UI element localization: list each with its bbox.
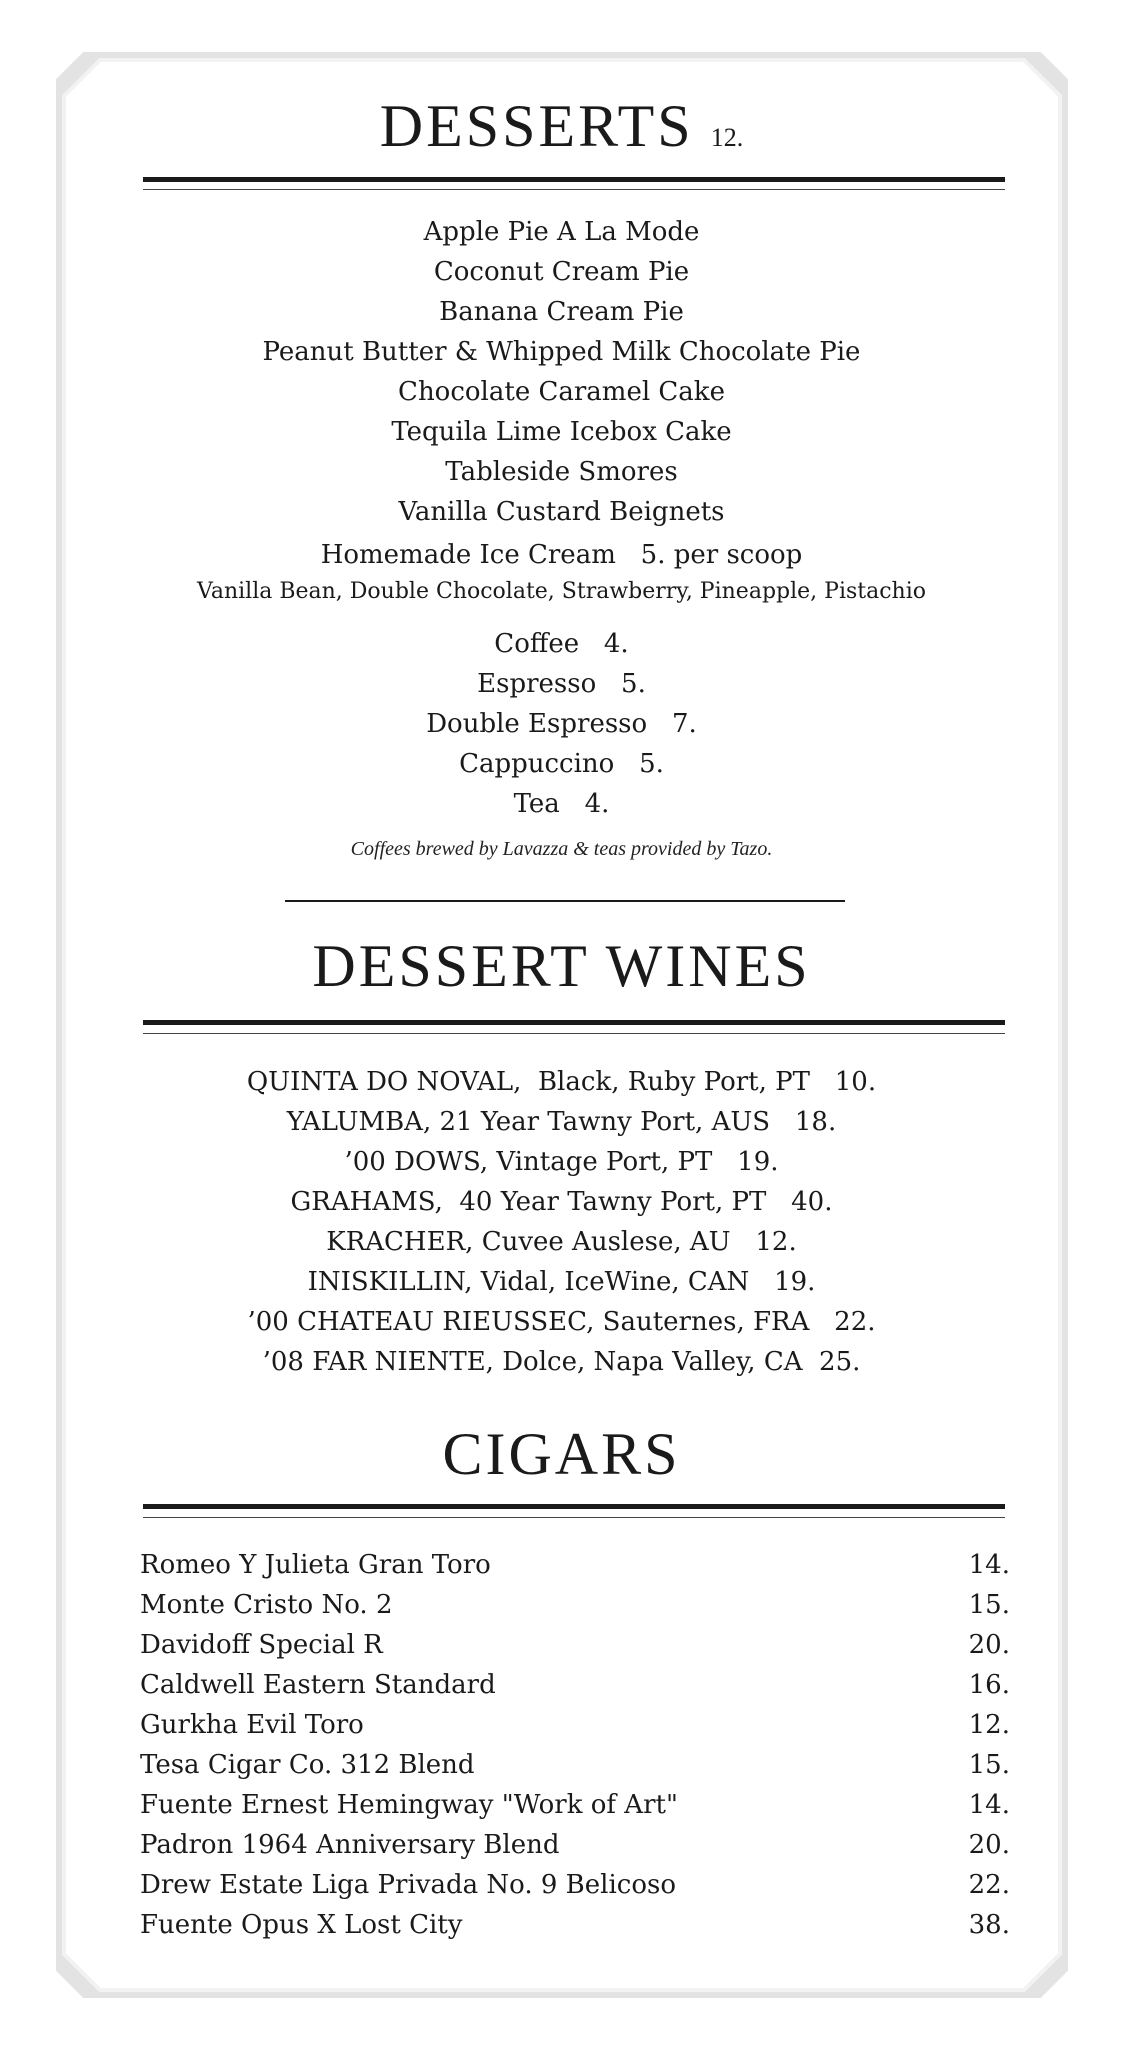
cigar-row [140,1625,1010,1665]
cigar-row [140,1865,1010,1905]
cigar-price: 12. [968,1710,1010,1740]
desserts-rule-thick [143,177,1005,182]
cigar-price: 14. [968,1790,1010,1820]
desserts-price: 12. [710,123,744,152]
cigar-row [140,1785,1010,1825]
cigar-name: Tesa Cigar Co. 312 Blend [140,1750,475,1780]
cigars-heading [0,1420,1123,1489]
drink-item: Espresso 5. [477,669,646,699]
wine-item: GRAHAMS, 40 Year Tawny Port, PT 40. [290,1187,833,1217]
cigars-title: CIGARS [442,1421,681,1487]
cigar-price: 20. [968,1830,1010,1860]
wine-item: ’00 DOWS, Vintage Port, PT 19. [344,1147,779,1177]
ice-cream-flavors: Vanilla Bean, Double Chocolate, Strawberry, Pineapple, Pistachio [196,579,927,604]
cigar-price: 38. [968,1910,1010,1940]
wine-item: YALUMBA, 21 Year Tawny Port, AUS 18. [286,1107,837,1137]
cigar-name: Padron 1964 Anniversary Blend [140,1830,560,1860]
wine-item: KRACHER, Cuvee Auslese, AU 12. [326,1227,797,1257]
cigar-row [140,1745,1010,1785]
drink-item: Double Espresso 7. [426,709,697,739]
cigar-row [140,1905,1010,1945]
cigar-row [140,1585,1010,1625]
dessert-item: Coconut Cream Pie [433,257,690,287]
desserts-rule-thin [143,189,1005,190]
dessert-wines-heading [0,932,1123,1001]
dessert-item: Apple Pie A La Mode [423,217,700,247]
cigar-name: Fuente Opus X Lost City [140,1910,463,1940]
dessert-item: Tequila Lime Icebox Cake [391,417,732,447]
cigar-price: 16. [968,1670,1010,1700]
cigar-name: Monte Cristo No. 2 [140,1590,393,1620]
cigar-row [140,1665,1010,1705]
desserts-heading [0,92,1123,161]
cigar-row [140,1545,1010,1585]
wines-rule-thick [143,1020,1005,1025]
cigar-name: Romeo Y Julieta Gran Toro [140,1550,491,1580]
cigar-name: Caldwell Eastern Standard [140,1670,496,1700]
cigar-row [140,1825,1010,1865]
desserts-title: DESSERTS [379,93,694,159]
cigar-price: 22. [968,1870,1010,1900]
wine-item: INISKILLIN, Vidal, IceWine, CAN 19. [307,1267,816,1297]
cigar-price: 15. [968,1590,1010,1620]
cigars-rule-thin [143,1517,1005,1518]
ice-cream-item: Homemade Ice Cream 5. per scoop [320,540,803,570]
cigar-price: 14. [968,1550,1010,1580]
dessert-item: Vanilla Custard Beignets [398,497,725,527]
wine-item: ’00 CHATEAU RIEUSSEC, Sauternes, FRA 22. [247,1307,876,1337]
cigar-price: 20. [968,1630,1010,1660]
drink-item: Cappuccino 5. [459,749,664,779]
cigar-name: Gurkha Evil Toro [140,1710,364,1740]
dessert-wines-title: DESSERT WINES [312,933,811,999]
dessert-item: Tableside Smores [445,457,678,487]
cigar-name: Davidoff Special R [140,1630,383,1660]
drink-item: Coffee 4. [494,629,629,659]
cigar-row [140,1705,1010,1745]
coffee-note: Coffees brewed by Lavazza & teas provided by Tazo. [350,838,773,860]
wines-rule-thin [143,1033,1005,1034]
cigar-price: 15. [968,1750,1010,1780]
dessert-item: Chocolate Caramel Cake [398,377,725,407]
cigar-name: Drew Estate Liga Privada No. 9 Belicoso [140,1870,676,1900]
wine-item: ’08 FAR NIENTE, Dolce, Napa Valley, CA 25. [262,1347,861,1377]
dessert-item: Banana Cream Pie [439,297,684,327]
cigar-name: Fuente Ernest Hemingway "Work of Art" [140,1790,678,1820]
section-divider [285,900,845,902]
drink-item: Tea 4. [513,789,610,819]
cigars-rule-thick [143,1504,1005,1509]
wine-item: QUINTA DO NOVAL, Black, Ruby Port, PT 10. [246,1067,877,1097]
dessert-item: Peanut Butter & Whipped Milk Chocolate Pie [262,337,861,367]
